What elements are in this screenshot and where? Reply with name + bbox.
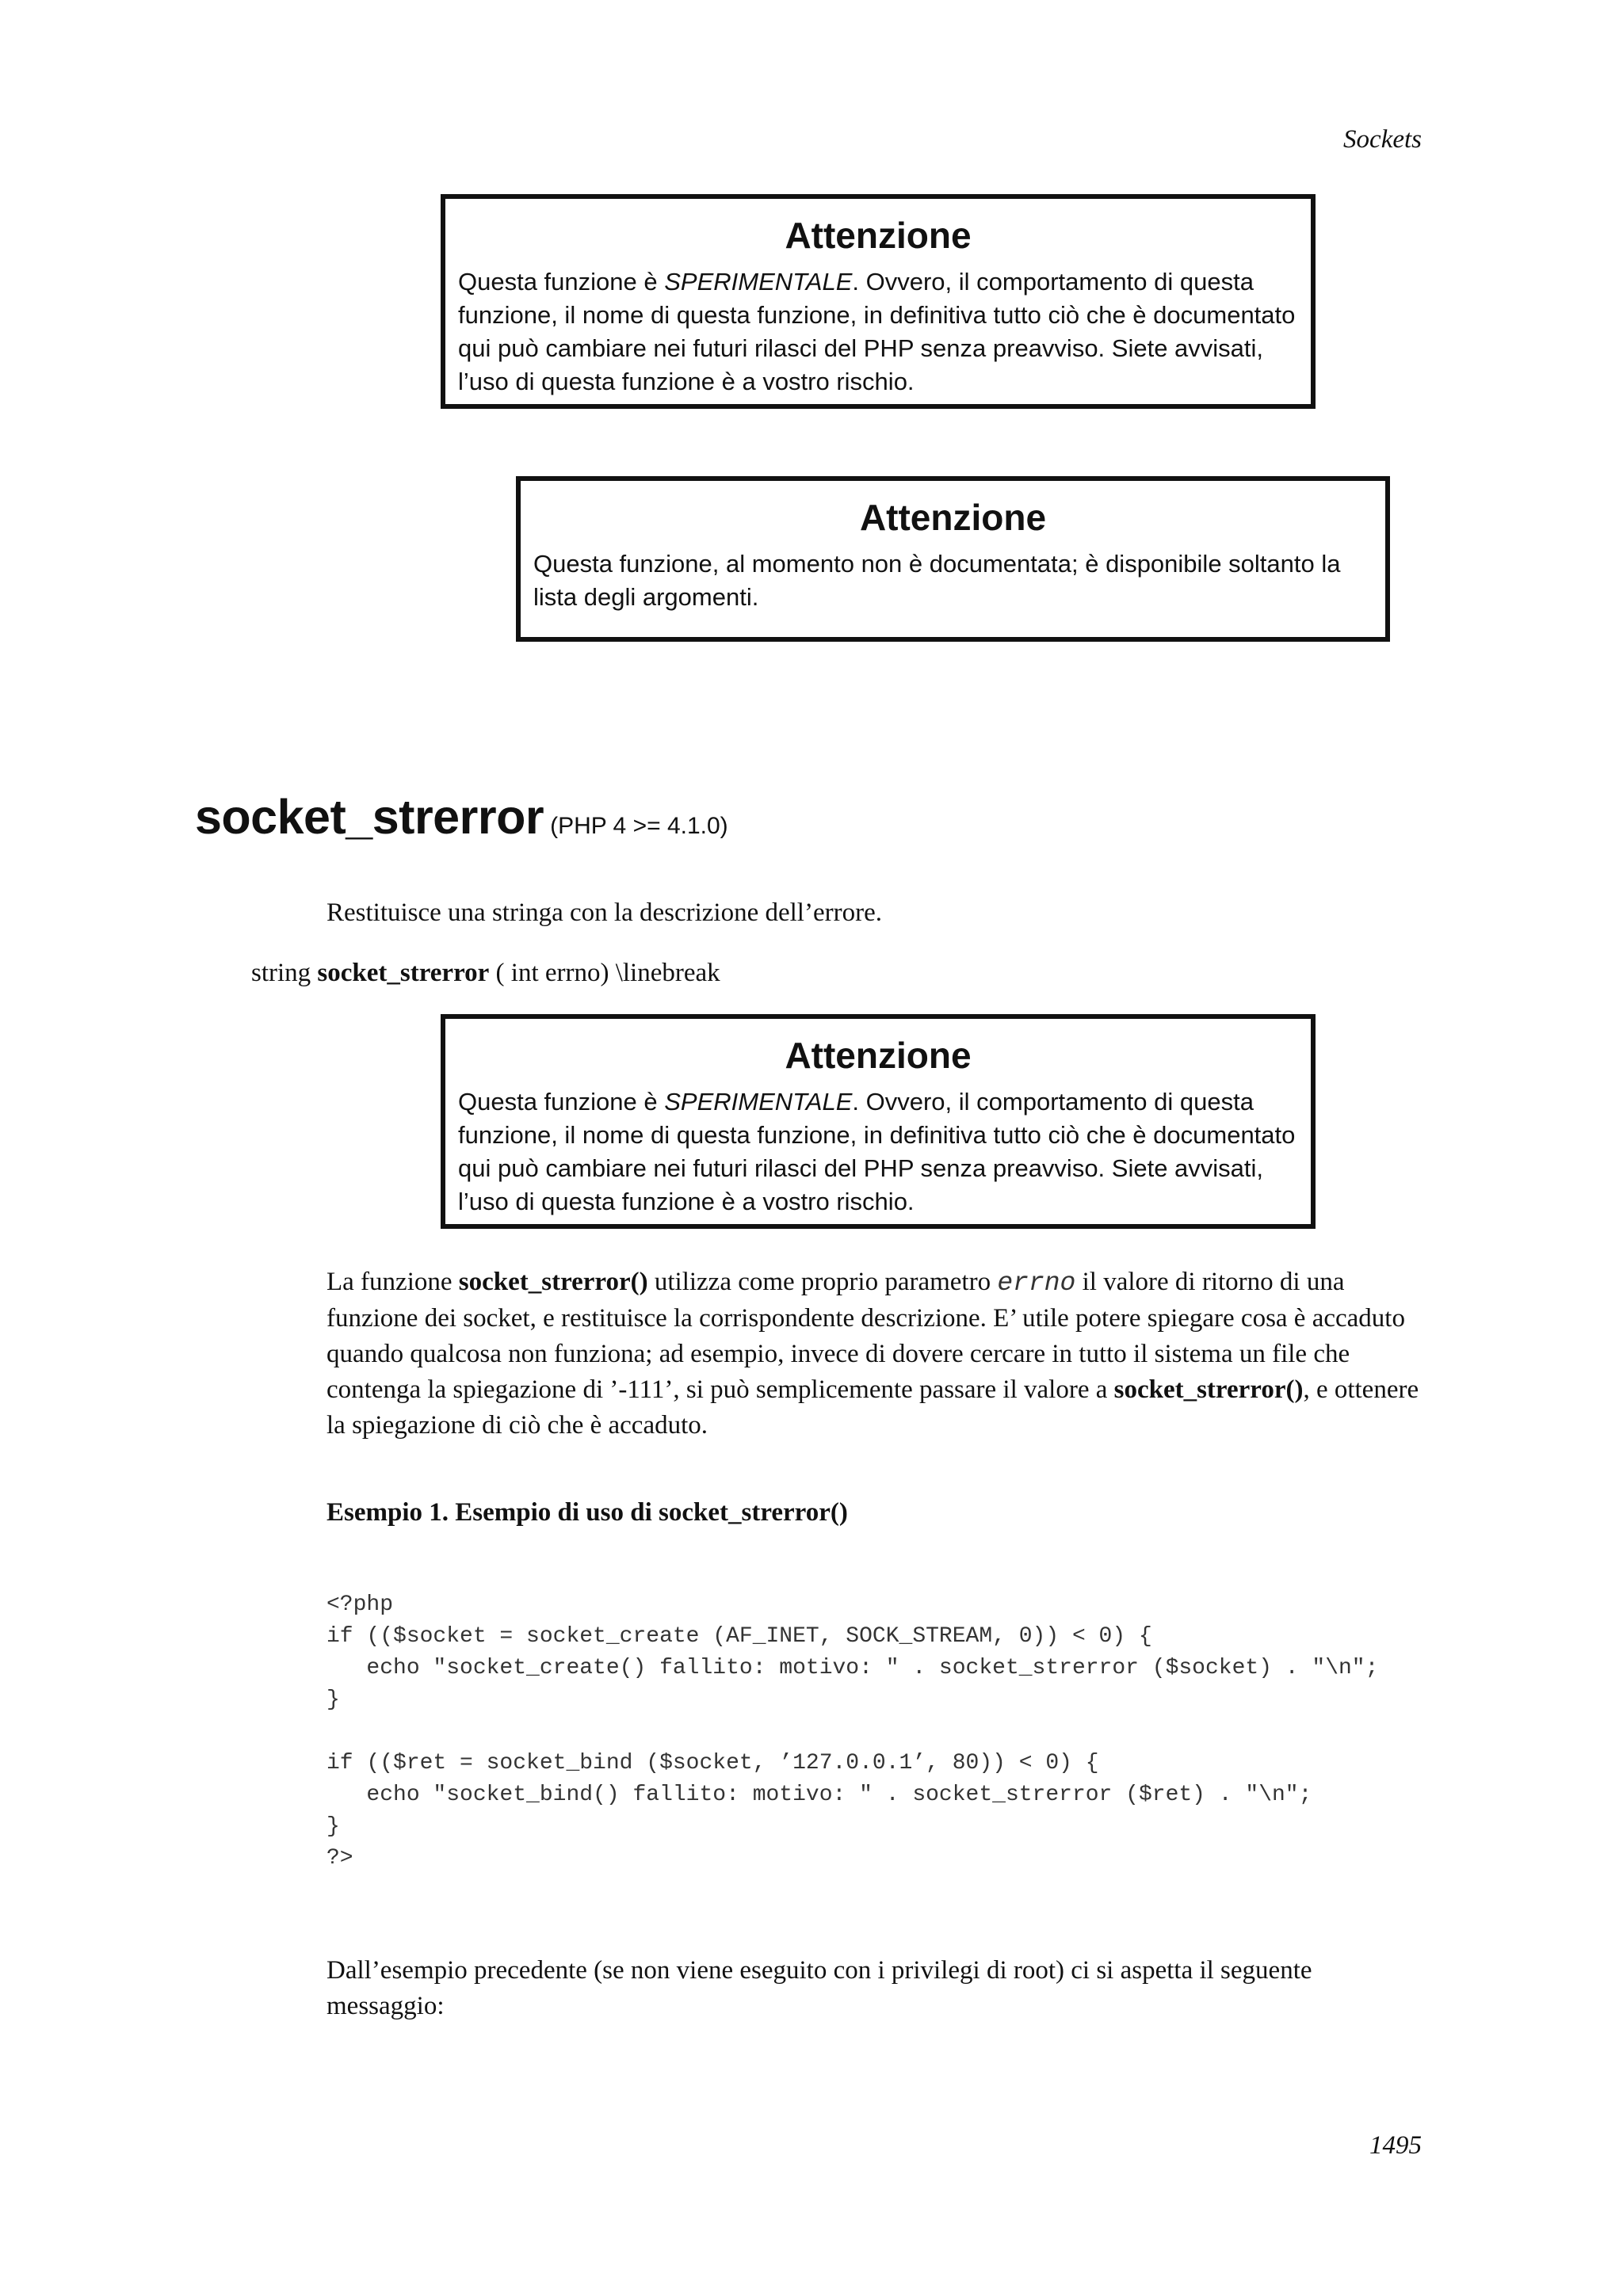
function-summary: Restituisce una stringa con la descrizione dell’errore. (327, 898, 882, 927)
warning-title: Attenzione (785, 215, 972, 256)
after-example-paragraph: Dall’esempio precedente (se non viene eseguito con i privilegi di root) ci si aspetta il seguente messaggio: (327, 1956, 1312, 2020)
page-number: 1495 (1369, 2131, 1422, 2160)
warning-text: Questa funzione è SPERIMENTALE. Ovvero, il comportamento di questa funzione, il nome di questa funzione, in definitiva tutto ciò che è documentato qui può cambiare nei futuri rilasci del PHP senza preavviso. Siete avvisati, l’uso di questa funzione è a vostro rischio. (458, 268, 1296, 395)
warning-box-experimental (441, 1014, 1316, 1229)
signature-args: ( int errno) \linebreak (495, 959, 720, 987)
warning-box-experimental (441, 194, 1316, 409)
warning-text: Questa funzione è SPERIMENTALE. Ovvero, il comportamento di questa funzione, il nome di questa funzione, in definitiva tutto ciò che è documentato qui può cambiare nei futuri rilasci del PHP senza preavviso. Siete avvisati, l’uso di questa funzione è a vostro rischio. (458, 1088, 1296, 1215)
warning-text: Questa funzione, al momento non è documentata; è disponibile soltanto la lista degli argomenti. (533, 550, 1341, 611)
function-name: socket_strerror (195, 790, 544, 844)
signature-name: socket_strerror (317, 959, 490, 987)
function-ref: socket_strerror() (458, 1268, 648, 1296)
function-version: (PHP 4 >= 4.1.0) (550, 813, 728, 839)
function-heading (195, 789, 728, 845)
warning-title: Attenzione (785, 1035, 972, 1076)
running-header: Sockets (1343, 125, 1422, 154)
parameter-name: errno (997, 1268, 1076, 1298)
warning-title: Attenzione (859, 497, 1047, 538)
function-ref: socket_strerror() (1113, 1375, 1304, 1404)
warning-box-undocumented (516, 476, 1390, 642)
description-paragraph: La funzione socket_strerror() utilizza come proprio parametro errno il valore di ritorno di una funzione dei socket, e restituisce la corrispondente descrizione. E’ utile potere spiegare cosa è accaduto quando qualcosa non funziona; ad esempio, invece di dovere cercare in tutto il sistema un file che contenga la spiegazione di ’-111’, si può semplicemente passare il valore a socket_strerror(), e ottenere la spiegazione di ciò che è accaduto. (327, 1268, 1419, 1440)
return-type: string (251, 959, 311, 987)
function-signature (251, 955, 720, 991)
code-example: <?php if (($socket = socket_create (AF_INET, SOCK_STREAM, 0)) < 0) { echo "socket_create() fallito: motivo: " . socket_strerror ($socket) . "\n"; } if (($ret = socket_bind ($socket, ’127.0.0.1’, 80)) < 0) { echo "socket_bind() fallito: motivo: " . socket_strerror ($ret) . "\n"; } ?> (327, 1592, 1379, 1871)
example-title: Esempio 1. Esempio di uso di socket_strerror() (327, 1498, 848, 1527)
